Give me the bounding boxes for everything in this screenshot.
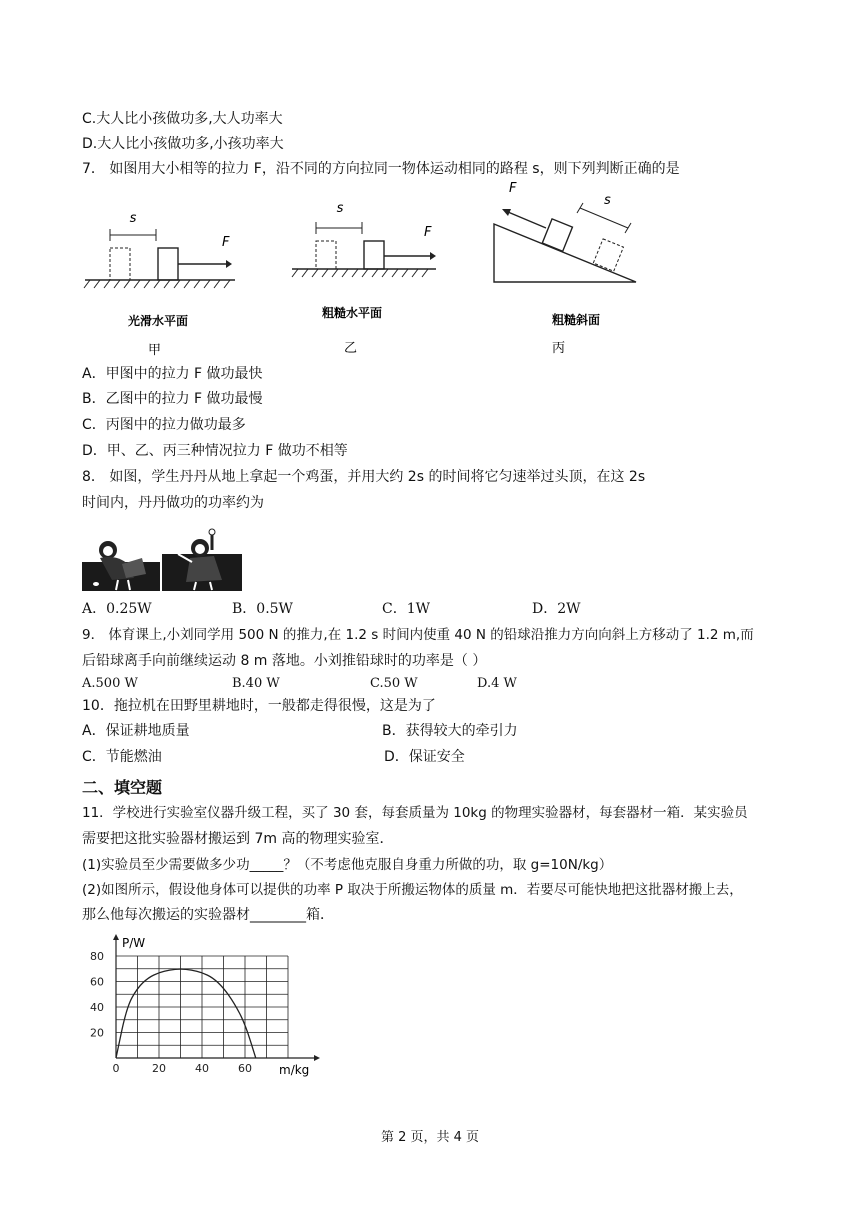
block xyxy=(364,241,384,269)
q7-option-a: A．甲图中的拉力 F 做功最快 xyxy=(82,366,263,382)
q8-option-d: D．2W xyxy=(532,601,581,617)
q8-option-b: B．0.5W xyxy=(232,601,293,617)
power-mass-chart xyxy=(80,932,350,1082)
q9-option-c: C.50 W xyxy=(370,676,418,691)
q11-part2-line2: 那么他每次搬运的实验器材________箱． xyxy=(82,907,334,923)
q8-option-c: C．1W xyxy=(382,601,431,617)
block xyxy=(542,219,572,251)
x-axis-label: m/kg xyxy=(279,1063,310,1077)
s-label: s xyxy=(604,193,611,208)
y-tick-label: 20 xyxy=(90,1026,104,1040)
q9-option-d: D.4 W xyxy=(477,676,517,691)
f-label: F xyxy=(222,235,230,250)
start-block xyxy=(316,241,336,269)
q10-option-d: D．保证安全 xyxy=(384,749,465,765)
label-jia: 甲 xyxy=(148,343,162,358)
q11-stem-line1: 11．学校进行实验室仪器升级工程，买了 30 套，每套质量为 10kg 的物理实验器材，每套器材一箱．某实验员 xyxy=(82,805,748,821)
start-block xyxy=(110,248,130,280)
q6-option-d: D.大人比小孩做功多,小孩功率大 xyxy=(82,136,284,152)
q7-stem: 7． 如图用大小相等的拉力 F，沿不同的方向拉同一物体运动相同的路程 s，则下列判断正确的是 xyxy=(82,161,680,177)
q7-option-c: C．丙图中的拉力做功最多 xyxy=(82,417,246,433)
q8-stem-line2: 时间内，丹丹做功的功率约为 xyxy=(82,495,264,511)
x-tick-label: 20 xyxy=(152,1062,166,1075)
q9-stem-line2: 后铅球离手向前继续运动 8 m 落地。小刘推铅球时的功率是（ ） xyxy=(82,653,487,669)
q10-option-a: A．保证耕地质量 xyxy=(82,723,190,739)
x-tick-label: 60 xyxy=(238,1062,252,1075)
y-tick-label: 80 xyxy=(90,950,104,963)
page-footer: 第 2 页，共 4 页 xyxy=(380,1130,480,1145)
y-axis-label: P/W xyxy=(122,936,146,950)
q6-option-c: C.大人比小孩做功多,大人功率大 xyxy=(82,111,283,127)
x-axis-arrow xyxy=(314,1055,320,1061)
q11-stem-line2: 需要把这批实验器材搬运到 7m 高的物理实验室． xyxy=(82,831,394,847)
q7-option-d: D．甲、乙、丙三种情况拉力 F 做功不相等 xyxy=(82,443,348,459)
label-bing: 丙 xyxy=(552,341,566,356)
q8-option-a: A．0.25W xyxy=(82,601,152,617)
s-dimension-line xyxy=(580,208,628,228)
y-tick-label: 40 xyxy=(90,1001,104,1014)
q8-student-egg-illustration xyxy=(82,528,242,591)
q7-figure xyxy=(80,176,660,358)
s-label: s xyxy=(129,211,137,226)
figure-jia xyxy=(84,211,235,358)
q9-option-b: B.40 W xyxy=(232,676,280,691)
caption-rough-horizontal: 粗糙水平面 xyxy=(321,306,383,320)
q10-option-c: C．节能燃油 xyxy=(82,749,162,765)
q11-part2-line1: (2)如图所示，假设他身体可以提供的功率 P 取决于所搬运物体的质量 m．若要尽可能快地把这批器材搬上去， xyxy=(82,882,743,898)
f-label: F xyxy=(424,225,432,240)
block xyxy=(158,248,178,280)
chart-grid xyxy=(116,956,288,1058)
power-curve xyxy=(116,969,256,1058)
x-tick-label: 40 xyxy=(195,1062,209,1075)
q7-option-b: B．乙图中的拉力 F 做功最慢 xyxy=(82,391,263,407)
q10-option-b: B．获得较大的牵引力 xyxy=(382,723,518,739)
q8-stem-line1: 8． 如图，学生丹丹从地上拿起一个鸡蛋，并用大约 2s 的时间将它匀速举过头顶，在这 2s xyxy=(82,469,646,485)
s-label: s xyxy=(336,201,344,216)
q11-part1: (1)实验员至少需要做多少功_____？（不考虑他克服自身重力所做的功，取 g=10N/kg） xyxy=(82,857,613,873)
figure-bing xyxy=(494,181,636,356)
caption-rough-incline: 粗糙斜面 xyxy=(551,313,601,327)
caption-smooth-horizontal: 光滑水平面 xyxy=(127,314,189,328)
figure-yi xyxy=(292,201,436,356)
f-label: F xyxy=(509,181,517,196)
q9-option-a: A.500 W xyxy=(82,676,138,691)
y-axis-arrow xyxy=(113,934,119,940)
q10-stem: 10．拖拉机在田野里耕地时，一般都走得很慢，这是为了 xyxy=(82,698,436,714)
y-tick-label: 60 xyxy=(90,975,104,989)
section-heading: 二、填空题 xyxy=(82,778,163,797)
label-yi: 乙 xyxy=(344,341,358,356)
force-arrow xyxy=(508,212,546,228)
chart-axes xyxy=(113,934,320,1061)
x-tick-label: 0 xyxy=(112,1062,120,1075)
q9-stem-line1: 9． 体育课上,小刘同学用 500 N 的推力,在 1.2 s 时间内使重 40 N 的铅球沿推力方向向斜上方移动了 1.2 m,而 xyxy=(82,627,754,643)
